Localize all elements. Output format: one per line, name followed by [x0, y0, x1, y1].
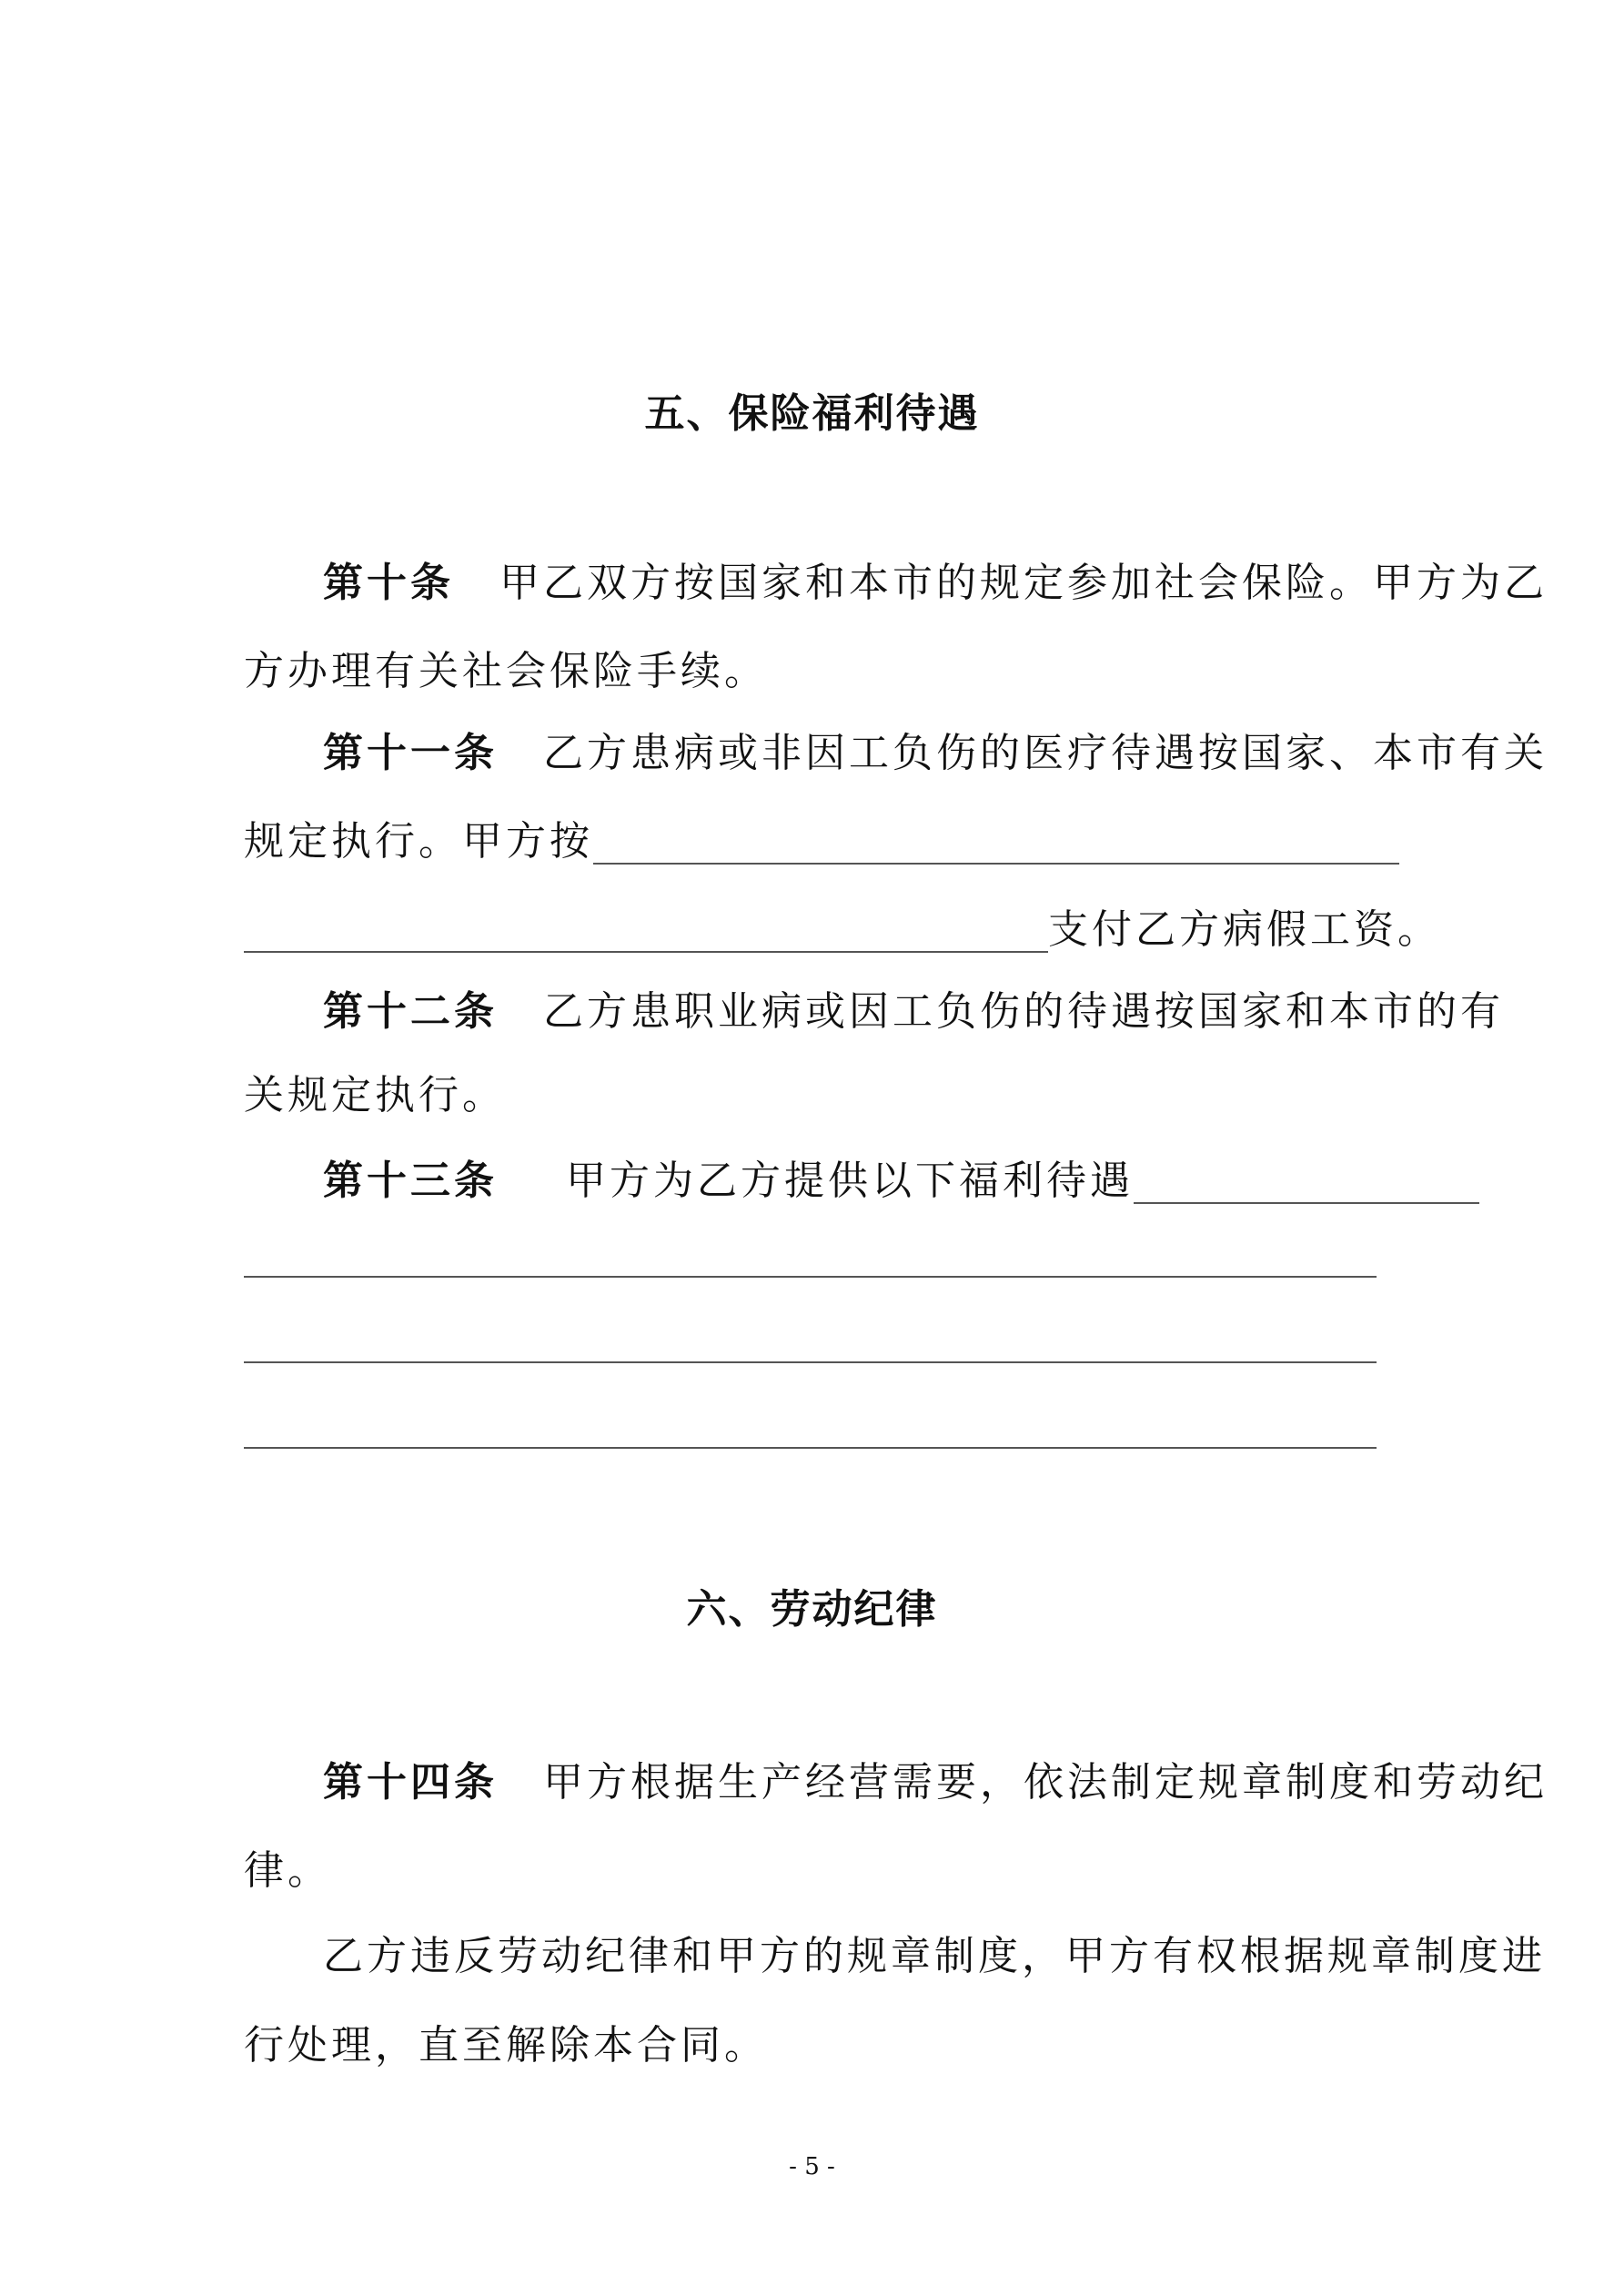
- article-11-line-1: [323, 731, 1548, 776]
- article-text: 甲方为乙方提供以下福利待遇: [566, 1158, 1134, 1204]
- article-10-line-1: [323, 561, 1548, 606]
- section-heading-5: 五、保险福利待遇: [644, 390, 980, 437]
- article-text: 甲方根据生产经营需要，依法制定规章制度和劳动纪: [543, 1759, 1548, 1805]
- article-label: 第十条: [323, 560, 454, 606]
- article-text: 规定执行。甲方按: [244, 818, 593, 865]
- article-14-line-1: [323, 1760, 1548, 1805]
- blank-line[interactable]: [244, 1361, 1377, 1363]
- article-10-line-2: 方办理有关社会保险手续。: [244, 648, 768, 694]
- blank-field[interactable]: [244, 915, 1048, 953]
- article-14-line-2: 律。: [244, 1847, 331, 1894]
- paragraph-line-2: 行处理，直至解除本合同。: [244, 2022, 768, 2068]
- article-12-line-2: 关规定执行。: [244, 1072, 506, 1118]
- article-label: 第十三条: [323, 1158, 498, 1204]
- article-text: 乙方患职业病或因工负伤的待遇按国家和本市的有: [543, 988, 1504, 1035]
- blank-field[interactable]: [593, 826, 1399, 865]
- article-label: 第十二条: [323, 988, 498, 1035]
- article-12-line-1: [323, 989, 1504, 1035]
- paragraph-line-1: 乙方违反劳动纪律和甲方的规章制度，甲方有权根据规章制度进: [323, 1933, 1546, 1979]
- page-number: - 5 -: [789, 2153, 835, 2180]
- article-13-line-1: [323, 1158, 1479, 1204]
- article-text: 甲乙双方按国家和本市的规定参加社会保险。甲方为乙: [499, 560, 1548, 606]
- article-text: 支付乙方病假工资。: [1048, 906, 1441, 953]
- article-label: 第十一条: [323, 730, 498, 776]
- article-text: 乙方患病或非因工负伤的医疗待遇按国家、本市有关: [543, 730, 1548, 776]
- blank-line[interactable]: [244, 1276, 1377, 1278]
- blank-line[interactable]: [244, 1447, 1377, 1449]
- article-11-line-3: [244, 907, 1441, 953]
- article-11-line-2: [244, 819, 1399, 865]
- section-heading-6: 六、劳动纪律: [686, 1586, 938, 1633]
- article-label: 第十四条: [323, 1759, 498, 1805]
- blank-field[interactable]: [1134, 1166, 1479, 1204]
